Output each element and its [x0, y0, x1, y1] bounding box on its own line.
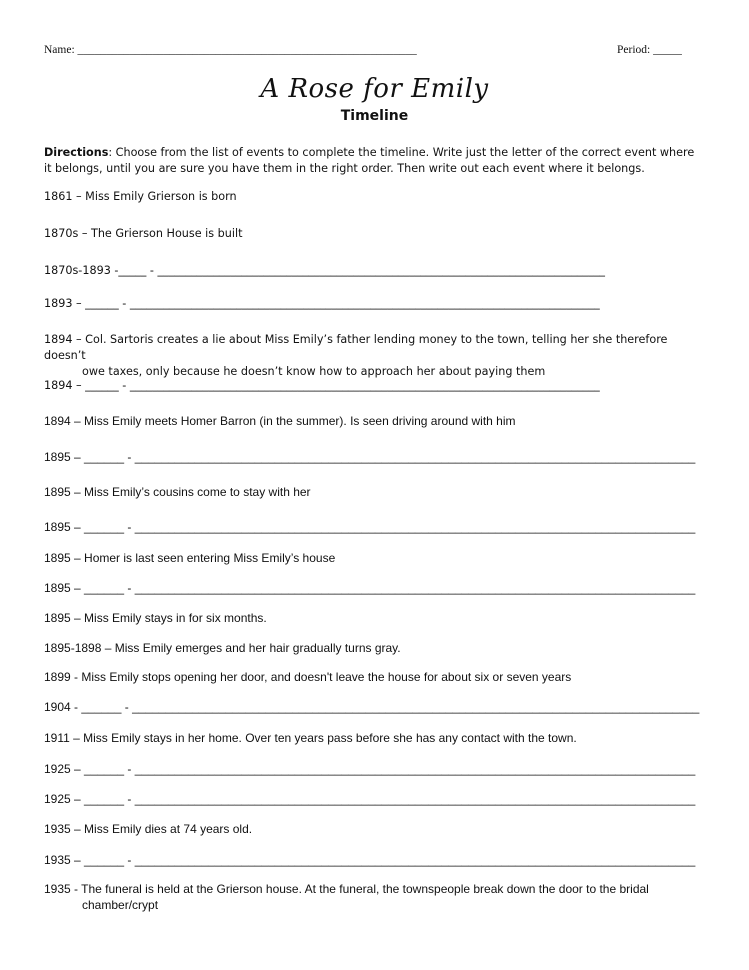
- period-field[interactable]: Period: _____: [617, 44, 682, 56]
- timeline-item: [44, 881, 709, 913]
- timeline-item: 1895-1898 – Miss Emily emerges and her hair gradually turns gray.: [44, 641, 401, 655]
- timeline-item-continuation: owe taxes, only because he doesn’t know how to approach her about paying them: [82, 365, 546, 378]
- timeline-item: 1895 – Miss Emily stays in for six months.: [44, 611, 267, 625]
- timeline-blank[interactable]: 1925 – ______ - ____________________________________________________________________________________: [44, 792, 696, 806]
- directions: [44, 145, 704, 177]
- timeline-blank[interactable]: 1925 – ______ - ____________________________________________________________________________________: [44, 762, 696, 776]
- timeline-blank[interactable]: 1870s-1893 -_____ - ________________________________________________________________________________: [44, 264, 606, 277]
- timeline-blank[interactable]: 1893 – ______ - ____________________________________________________________________________________: [44, 297, 600, 310]
- directions-label: Directions: [44, 146, 109, 159]
- timeline-item: 1895 – Miss Emily’s cousins come to stay with her: [44, 485, 311, 499]
- timeline-item-continuation: chamber/crypt: [82, 898, 159, 912]
- directions-text: : Choose from the list of events to complete the timeline. Write just the letter of the correct event where it belongs, until you are sure you have them in the right order. Then write out each event where it belongs.: [44, 146, 695, 175]
- timeline-item: 1894 – Miss Emily meets Homer Barron (in the summer). Is seen driving around with him: [44, 414, 516, 428]
- timeline-blank[interactable]: 1904 - ______ - _____________________________________________________________________________________: [44, 700, 700, 714]
- timeline-item-text: 1935 - The funeral is held at the Grierson house. At the funeral, the townspeople break down the door to the bridal: [44, 882, 649, 896]
- page-title: A Rose for Emily: [260, 74, 489, 104]
- timeline-item: [44, 332, 709, 380]
- timeline-item: 1911 – Miss Emily stays in her home. Over ten years pass before she has any contact with the town.: [44, 731, 577, 745]
- timeline-item: 1899 - Miss Emily stops opening her door, and doesn't leave the house for about six or seven years: [44, 670, 572, 684]
- timeline-blank[interactable]: 1895 – ______ - ____________________________________________________________________________________: [44, 520, 696, 534]
- timeline-item: 1870s – The Grierson House is built: [44, 227, 243, 240]
- timeline-blank[interactable]: 1895 – ______ - ____________________________________________________________________________________: [44, 450, 696, 464]
- timeline-blank[interactable]: 1935 – ______ - ____________________________________________________________________________________: [44, 853, 696, 867]
- timeline-item-text: 1894 – Col. Sartoris creates a lie about Miss Emily’s father lending money to the town, telling her she therefore doesn’t: [44, 333, 668, 362]
- timeline-item: 1935 – Miss Emily dies at 74 years old.: [44, 822, 253, 836]
- timeline-blank[interactable]: 1894 – ______ - ____________________________________________________________________________________: [44, 379, 600, 392]
- timeline-blank[interactable]: 1895 – ______ - ____________________________________________________________________________________: [44, 581, 696, 595]
- page-subtitle: Timeline: [340, 108, 409, 124]
- name-field[interactable]: Name: ___________________________________________________________: [44, 44, 417, 56]
- timeline-item: 1861 – Miss Emily Grierson is born: [44, 190, 237, 203]
- timeline-item: 1895 – Homer is last seen entering Miss Emily’s house: [44, 551, 336, 565]
